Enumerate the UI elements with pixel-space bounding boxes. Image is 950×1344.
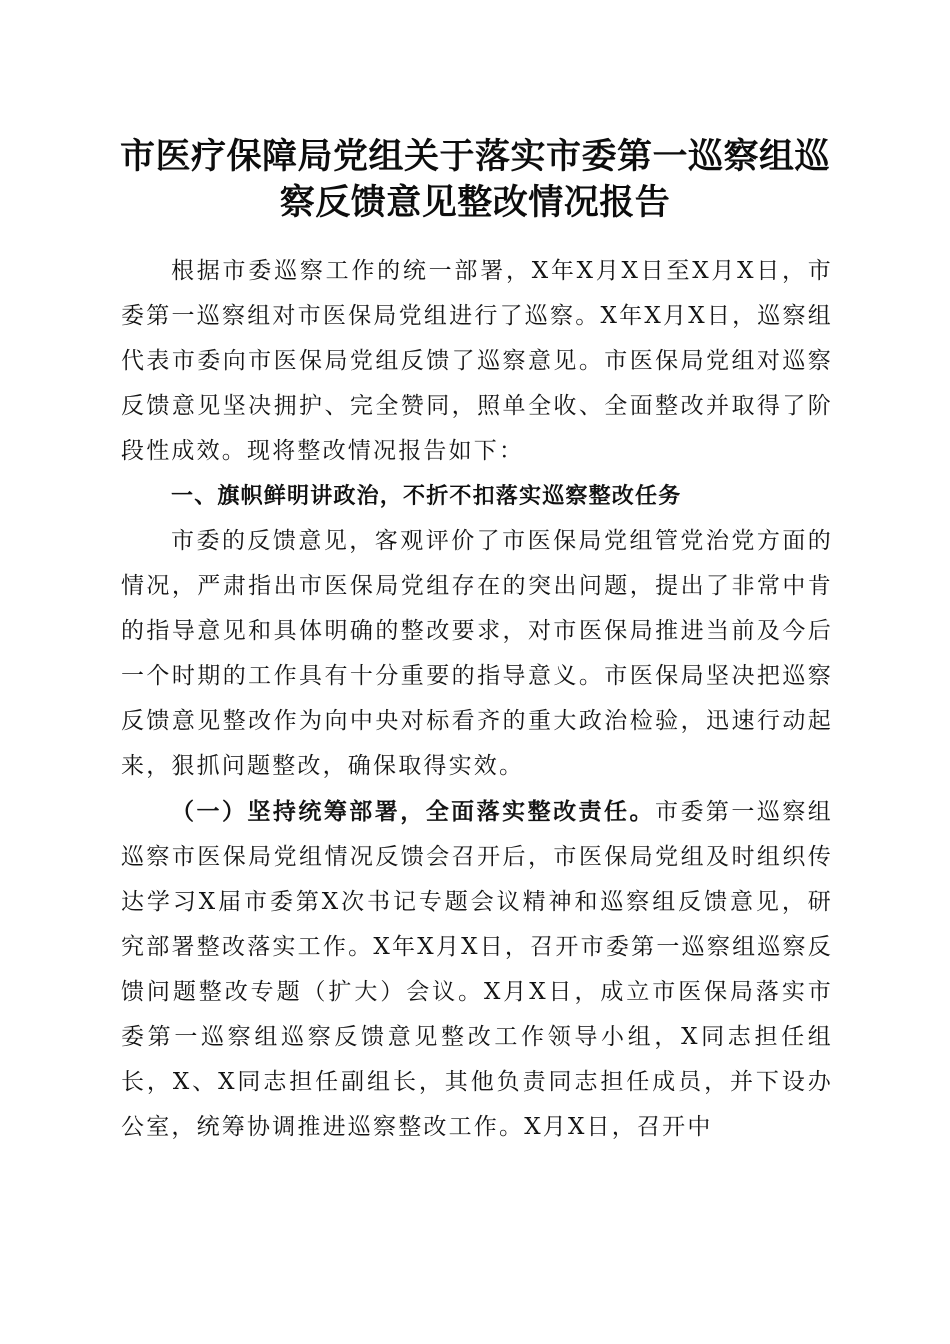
intro-paragraph: 根据市委巡察工作的统一部署，X年X月X日至X月X日，市委第一巡察组对市医保局党组进行了巡察。X年X月X日，巡察组代表市委向市医保局党组反馈了巡察意见。市医保局党组对巡察反馈意见坚决拥护、完全赞同，照单全收、全面整改并取得了阶段性成效。现将整改情况报告如下： — [121, 258, 833, 464]
section-1-paragraph: 市委的反馈意见，客观评价了市医保局党组管党治党方面的情况，严肃指出市医保局党组存在的突出问题，提出了非常中肯的指导意见和具体明确的整改要求，对市医保局推进当前及今后一个时期的工作具有十分重要的指导意义。市医保局坚决把巡察反馈意见整改作为向中央对标看齐的重大政治检验，迅速行动起来，狠抓问题整改，确保取得实效。 — [121, 528, 833, 779]
document-title — [110, 134, 840, 226]
title-line-1: 市医疗保障局党组关于落实市委第一巡察组巡 — [119, 136, 830, 177]
subsection-1-text: 市委第一巡察组巡察市医保局党组情况反馈会召开后，市医保局党组及时组织传达学习X届市委第X次书记专题会议精神和巡察组反馈意见，研究部署整改落实工作。X年X月X日，召开市委第一巡察组巡察反馈问题整改专题（扩大）会议。X月X日，成立市医保局落实市委第一巡察组巡察反馈意见整改工作领导小组，X同志担任组长，X、X同志担任副组长，其他负责同志担任成员，并下设办公室，统筹协调推进巡察整改工作。X月X日，召开中 — [121, 799, 833, 1140]
document-body — [121, 249, 833, 1150]
title-line-2: 察反馈意见整改情况报告 — [279, 182, 671, 223]
subsection-1-lead: （一）坚持统筹部署，全面落实整改责任。 — [171, 798, 655, 825]
section-heading-1: 一、旗帜鲜明讲政治，不折不扣落实巡察整改任务 — [171, 484, 682, 509]
subsection-1-paragraph — [121, 789, 833, 1150]
